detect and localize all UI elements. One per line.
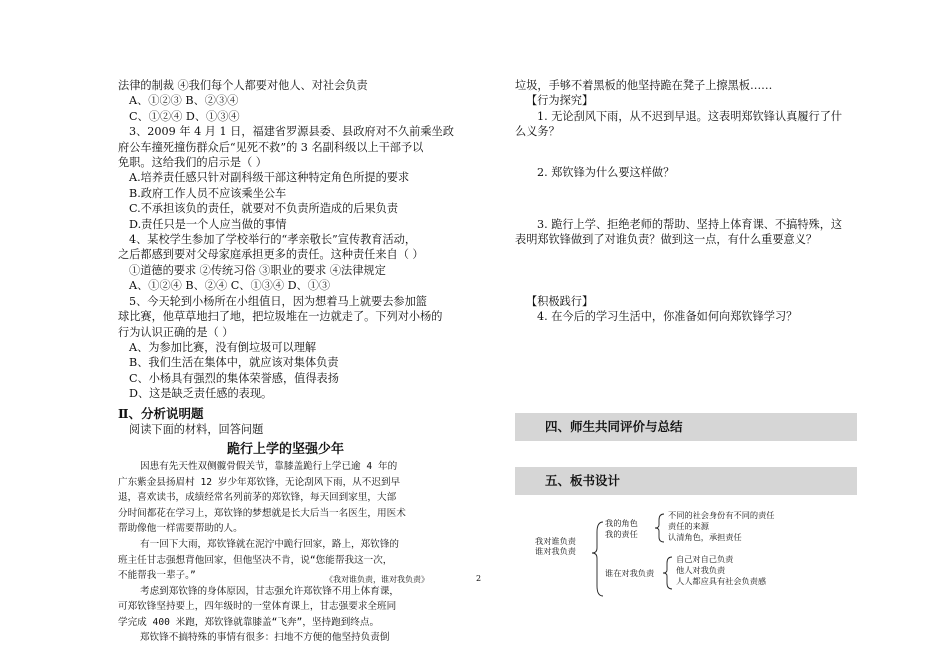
story-line: 郑钦锋不搞特殊的事情有很多：扫地不方便的他坚持负责倒: [140, 632, 390, 644]
story-line: 帮助像他一样需要帮助的人。: [118, 523, 243, 535]
diagram-leaf: 自己对自己负责: [676, 554, 734, 564]
answer-space: [515, 248, 855, 294]
question-4: 4、某校学生参加了学校举行的“孝亲敬长”宣传教育活动，: [129, 233, 417, 247]
question-1-cont: 么义务？: [515, 125, 560, 139]
section-5-heading: 五、板书设计: [515, 467, 857, 495]
board-design-diagram: [535, 508, 795, 608]
explore-heading: 【行为探究】: [526, 94, 594, 108]
section-heading-ii: Ⅱ、分析说明题: [118, 405, 204, 421]
diagram-leaf: 认清角色，承担责任: [668, 532, 742, 542]
option-line: A.培养责任感只针对副科级干部这种特定角色所提的要求: [129, 171, 410, 185]
section-4-heading: 四、师生共同评价与总结: [515, 413, 857, 441]
diagram-leaf: 责任的来源: [668, 521, 709, 531]
option-line: D、这是缺乏责任感的表现。: [129, 387, 273, 401]
story-line: 学完成 400 米跑，郑钦锋就靠膝盖“飞奔”，坚持跑到终点。: [118, 616, 380, 628]
page-footer: 《我对谁负责，谁对我负责》: [325, 575, 429, 584]
option-line: C、①②④ D、①③④: [129, 109, 240, 123]
diagram-branch-1: 我的角色: [605, 518, 638, 528]
option-line: A、①②③ B、②③④: [129, 94, 239, 108]
text-line: 免职。这给我们的启示是（ ）: [118, 156, 267, 170]
story-line: 考虑到郑钦锋的身体原因，甘志强允许郑钦锋不用上体育课，: [140, 585, 400, 597]
right-column: [515, 78, 855, 325]
option-line: B、我们生活在集体中，就应该对集体负责: [129, 356, 339, 370]
story-title: 跪行上学的坚强少年: [226, 441, 344, 457]
story-line: 可郑钦锋坚持要上，四年级时的一堂体育课上，甘志强要求全班同: [118, 601, 397, 613]
option-line: C、小杨具有强烈的集体荣誉感，值得表扬: [129, 371, 339, 385]
question-4-right: 4. 在今后的学习生活中，你准备如何向郑钦锋学习？: [537, 310, 798, 324]
story-line: 分时间都花在学习上，郑钦锋的梦想就是长大后当一名医生，用医术: [118, 507, 406, 519]
text-line: 之后都感到要对父母家庭承担更多的责任。这种责任来自（ ）: [118, 248, 424, 262]
page-number: 2: [476, 574, 482, 583]
story-continuation: 垃圾，手够不着黑板的他坚持跪在凳子上擦黑板……: [515, 79, 773, 92]
answer-space: [515, 180, 855, 217]
left-column: [118, 78, 453, 646]
diagram-leaf: 不同的社会身份有不同的责任: [668, 510, 775, 520]
question-5: 5、今天轮到小杨所在小组值日，因为想着马上就要去参加篮: [129, 294, 427, 308]
diagram-leaf: 他人对我负责: [676, 565, 726, 575]
story-line: 因患有先天性双侧髋骨假关节，靠膝盖跪行上学已逾 4 年的: [140, 460, 398, 472]
diagram-root: 我对谁负责: [535, 536, 576, 546]
question-3-cont: 表明郑钦锋做到了对谁负责？做到这一点，有什么重要意义？: [515, 233, 818, 247]
story-line: 有一回下大雨，郑钦锋就在泥泞中跪行回家，路上，郑钦锋的: [140, 538, 400, 550]
option-line: A、①②④ B、②④ C、①③④ D、①③: [129, 279, 331, 293]
option-line: ①道德的要求 ②传统习俗 ③职业的要求 ④法律规定: [129, 263, 386, 277]
story-line: 不能帮我一辈子。”: [118, 570, 196, 582]
question-1: 1. 无论刮风下雨，从不迟到早退。这表明郑钦锋认真履行了什: [537, 109, 843, 123]
diagram-branch-1: 我的责任: [605, 529, 638, 539]
answer-space: [515, 140, 855, 165]
option-line: D.责任只是一个人应当做的事情: [129, 217, 287, 231]
question-3: 3、2009 年 4 月 1 日，福建省罗源县委、县政府对不久前乘坐政: [129, 125, 454, 139]
text-line: 府公车撞死撞伤群众后“见死不救”的 3 名副科级以上干部予以: [118, 140, 424, 154]
text-line: 球比赛，他草草地扫了地，把垃圾堆在一边就走了。下列对小杨的: [118, 310, 443, 324]
question-2: 2. 郑钦锋为什么要这样做？: [537, 165, 675, 179]
diagram-branch-2: 谁在对我负责: [605, 568, 655, 578]
text-line: 行为认识正确的是（ ）: [118, 325, 234, 339]
diagram-root: 谁对我负责: [535, 546, 576, 556]
text-line: 法律的制裁 ④我们每个人都要对他人、对社会负责: [118, 79, 368, 92]
question-3-right: 3. 跪行上学、拒绝老师的帮助、坚持上体育课、不搞特殊，这: [537, 218, 843, 232]
story-line: 广东紫金县扬眉村 12 岁少年郑钦锋，无论刮风下雨，从不迟到早: [118, 476, 401, 488]
diagram-braces: [535, 508, 795, 608]
story-line: 班主任甘志强想背他回家，但他坚决不肯，说“您能帮我这一次，: [118, 554, 393, 566]
option-line: B.政府工作人员不应该乘坐公车: [129, 186, 287, 200]
option-line: A、为参加比赛，没有倒垃圾可以理解: [129, 340, 317, 354]
practice-heading: 【积极践行】: [526, 294, 594, 308]
story-line: 退，喜欢读书，成绩经常名列前茅的郑钦锋，每天回到家里，大部: [118, 492, 397, 504]
instruction: 阅读下面的材料，回答问题: [129, 422, 264, 436]
option-line: C.不承担该负的责任，就要对不负责所造成的后果负责: [129, 202, 399, 216]
diagram-leaf: 人人都应具有社会负责感: [676, 576, 767, 586]
